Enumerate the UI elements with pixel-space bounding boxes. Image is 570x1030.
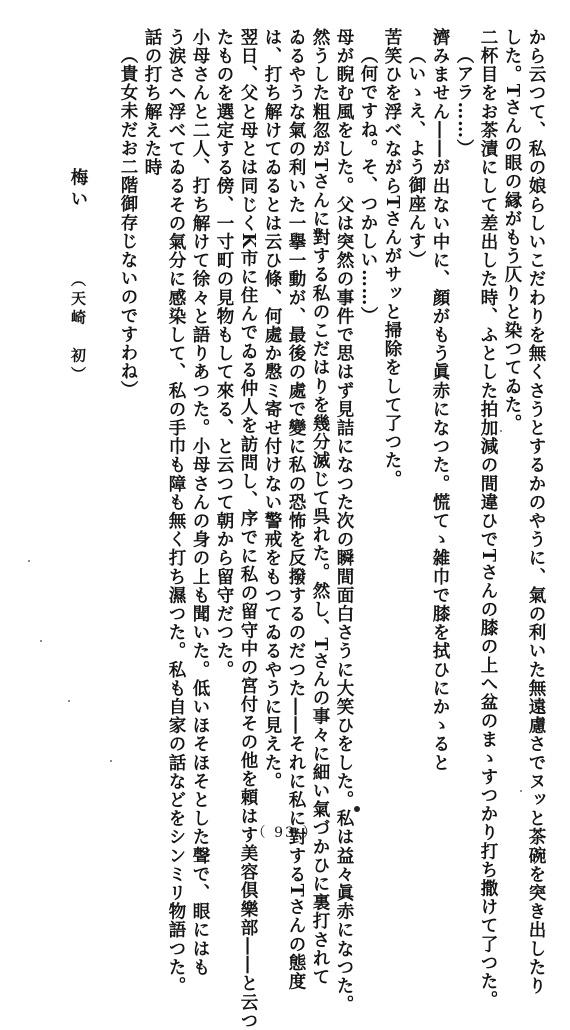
text-column: （アラ……） [454,46,474,158]
paper-speck [110,760,112,762]
page-number: （ 93 ） [251,825,319,841]
text-column: 二杯目をお茶漬にして差出した時、ふとした拍加減の間違ひでTさんの膝の上へ盆のまゝすつかり打ち撒けて了つた。 [478,28,498,1010]
paper-speck [68,700,70,702]
author-name: （天崎 初） [69,271,87,386]
text-column: たものを選定する傍、一寸町の見物もして來る、と云つて朝から留守だつた。 [214,28,234,679]
text-column: した。Tさんの眼の縁がもう仄りと染つてゐた。 [502,28,522,433]
ornament-dot [354,806,360,812]
text-column: （いゝえ、よう御座んす） [406,46,426,270]
text-column: （貴女未だお二階御存じないのですわね） [118,46,138,400]
text-column: 話の打ち解えた時 [142,28,162,177]
text-column: は、打ち解けてゐるとは云ひ條、何處か慇ミ寄せ付けない警戒をもつてゐるやうに見えた。 [262,28,282,791]
paper-speck [28,560,30,562]
paper-speck [40,640,42,642]
story-title-column [66,28,90,800]
text-column: う涙さへ浮べてゐるその氣分に感染して、私の手巾も障も無く打ち濕つた。私も自家の話などをシンミリ物語つた。 [166,28,186,996]
text-column: 翌日、父と母とは同じくK市に住んでゐる仲人を訪問し、序でに私の留守中の宮付その他を頼はす美容倶樂部――と云つ [238,28,258,1030]
paper-speck [500,430,502,432]
text-column: から云つて、私の娘らしいこだわりを無くさうとするかのやうに、氣の利いた無遠慮さでヌッと茶碗を突き出したり [526,28,546,996]
paper-speck [520,790,522,792]
text-column: 母が睨む風をした。父は突然の事件で思はず見詰になつた次の瞬間面白さうに大笑ひをした。私は益々眞赤になつた。 [334,28,354,1014]
text-column: （何ですね。そ、つかしい……） [358,46,378,325]
text-column: ゐるやうな氣の利いた一擧一動が、最後の處で變に私の恐怖を反撥するのだつた――それに私に對するTさんの態度 [286,28,306,991]
story-title: 梅い [68,168,88,211]
text-column: 小母さんと二人、打ち解けて徐々と語りあつた。小母さんの身の上も聞いた。低いほそほそとした聲で、眼にはも [190,28,210,977]
text-column: 然うした粗忽がTさんに對する私のこだはりを幾分滅じて呉れた。然し、Tさんの事々に細い氣づかひに裏打されて [310,28,330,987]
text-column: 濟みません――が出ない中に、顔がもう眞赤になつた。慌てゝ雑巾で膝を拭ひにかゝると [430,28,450,772]
text-column: 苦笑ひを浮べながらTさんがサッと掃除をして了つた。 [382,28,402,489]
